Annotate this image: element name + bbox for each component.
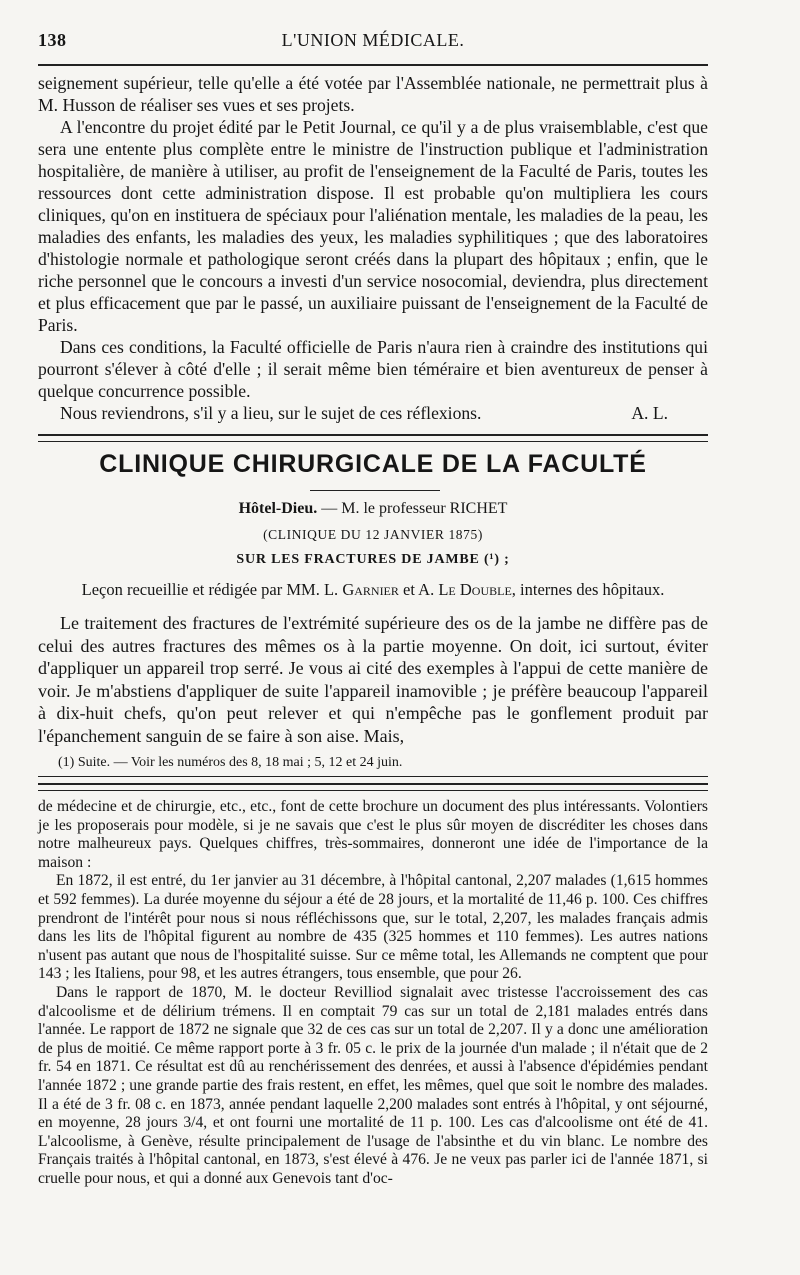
section-title: CLINIQUE CHIRURGICALE DE LA FACULTÉ [99, 450, 647, 478]
paragraph: Dans le rapport de 1870, M. le docteur Revilliod signalait avec tristesse l'accroissement des cas d'alcoolisme et de délirium trémens. Il en comptait 79 cas sur un total de 2,181 malades entrés dans l'année. Le rapport de 1872 ne signale que 32 de ces cas sur un total de 2,207. Il y a donc une amélioration de plus de moitié. Ce même rapport porte à 3 fr. 05 c. le prix de la journée d'un malade ; il n'était que de 2 fr. 54 en 1871. Ce résultat est dû au renchérissement des denrées, et aussi à l'absence d'épidémies pendant l'année 1872 ; une grande partie des frais restent, en effet, les mêmes, quel que soit le nombre des malades. Il a été de 3 fr. 08 c. en 1873, année pendant laquelle 2,200 malades sont entrés à l'hôpital, y ont séjourné, en moyenne, 28 jours 3/4, et ont fourni une mortalité de 11 p. 100. Les cas d'alcoolisme ont été de 41. L'alcoolisme, à Genève, résulte principalement de l'usage de l'absinthe et du vin blanc. Le nombre des Français traités à l'hôpital cantonal, en 1873, s'est élevé à 476. Je ne veux pas parler ici de l'année 1871, si cruelle pour nous, et qui a donné aux Genevois tant d'oc- [38, 983, 708, 1187]
credit-suffix: , internes des hôpitaux. [511, 580, 665, 599]
lecture-body [38, 612, 708, 747]
title-underline [310, 490, 440, 491]
paragraph: seignement supérieur, telle qu'elle a été votée par l'Assemblée nationale, ne permettrait plus à M. Husson de réaliser ses vues et ses projets. [38, 73, 708, 115]
footnote-rule [38, 776, 708, 777]
paragraph: Le traitement des fractures de l'extrémité supérieure des os de la jambe ne diffère pas de celui des autres fractures des mêmes os à la partie moyenne. On doit, ici surtout, éviter d'appliquer un appareil trop serré. Je vous ai cité des exemples à l'appui de cette manière de voir. Je m'abstiens d'appliquer de suite l'appareil inamovible ; je préfère beaucoup l'appareil à dix-huit chefs, qu'on peut relever et qui n'empêche pas le gonflement produit par l'épanchement sanguin de se faire à son aise. Mais, [38, 613, 708, 746]
clinic-date: (CLINIQUE DU 12 JANVIER 1875) [263, 527, 483, 542]
header-rule [38, 64, 708, 66]
author-le-double: Le Double [438, 580, 512, 599]
lecture-subtitle: SUR LES FRACTURES DE JAMBE (¹) ; [236, 552, 510, 567]
feuilleton-text [38, 798, 708, 1188]
hotel-label: Hôtel-Dieu. [238, 500, 318, 517]
feuilleton-divider [38, 783, 708, 791]
author-garnier: Garnier [342, 580, 399, 599]
paragraph: de médecine et de chirurgie, etc., etc., font de cette brochure un document des plus intéressants. Volontiers je les proposerais pour modèle, si je ne savais que c'est le plus sûr moyen de discréditer les choses dans notre malheureux pays. Quelques chiffres, très-sommaires, donneront une idée de l'importance de la maison : [38, 798, 708, 871]
section-divider [38, 434, 708, 442]
credit-mid: et A. [403, 580, 435, 599]
paragraph: Dans ces conditions, la Faculté officielle de Paris n'aura rien à craindre des institutions qui pourront s'élever à côté d'elle ; il serait même bien téméraire et bien aventureux de penser à quelque concurrence possible. [38, 337, 708, 401]
article-continuation [38, 72, 708, 424]
paragraph: A l'encontre du projet édité par le Petit Journal, ce qu'il y a de plus vraisemblable, c'est que sera une entente plus complète entre le ministre de l'instruction publique et l'administration hospitalière, de manière à utiliser, au profit de l'enseignement de la Faculté de Paris, toutes les ressources dont cette administration dispose. Il est probable qu'on multipliera les cours cliniques, qu'on en instituera de spéciaux pour l'aliénation mentale, les maladies de la peau, les maladies des enfants, les maladies des yeux, les maladies syphilitiques ; que des laboratoires d'histologie normale et pathologique seront créés dans la plupart des hôpitaux ; enfin, que le riche personnel que le concours a investi d'un service nosocomial, deviendra, plus directement et plus efficacement que par le passé, un auxiliaire puissant de l'enseignement de la Faculté de Paris. [38, 117, 708, 335]
professor: — M. le professeur RICHET [321, 500, 508, 517]
signature: A. L. [631, 403, 668, 423]
journal-title: L'UNION MÉDICALE. [281, 30, 465, 50]
credit-prefix: Leçon recueillie et rédigée par MM. L. [81, 580, 339, 599]
paragraph: En 1872, il est entré, du 1er janvier au 31 décembre, à l'hôpital cantonal, 2,207 malades (1,615 hommes et 592 femmes). La durée moyenne du séjour a été de 28 jours, et la mortalité de 11,46 p. 100. Ces chiffres prendront de l'intérêt pour nous si nous réfléchissons que, sur le total, 2,207, les malades français admis dans les lits de l'hôpital figurent au nombre de 435 (325 hommes et 110 femmes). Les autres nations n'usent pas autant que nous de l'hospitalité suisse. Sur ce même total, les Allemands ne comptent que pour 143 ; les Italiens, pour 98, et les autres étrangers, tous ensemble, que pour 26. [38, 872, 708, 983]
closing-line [38, 402, 708, 424]
page-header [38, 30, 708, 56]
lecture-credit [38, 580, 708, 600]
location-line [38, 500, 708, 518]
page-number: 138 [38, 30, 67, 50]
footnote: (1) Suite. — Voir les numéros des 8, 18 mai ; 5, 12 et 24 juin. [58, 755, 403, 770]
closing-text: Nous reviendrons, s'il y a lieu, sur le sujet de ces réflexions. [60, 403, 482, 423]
